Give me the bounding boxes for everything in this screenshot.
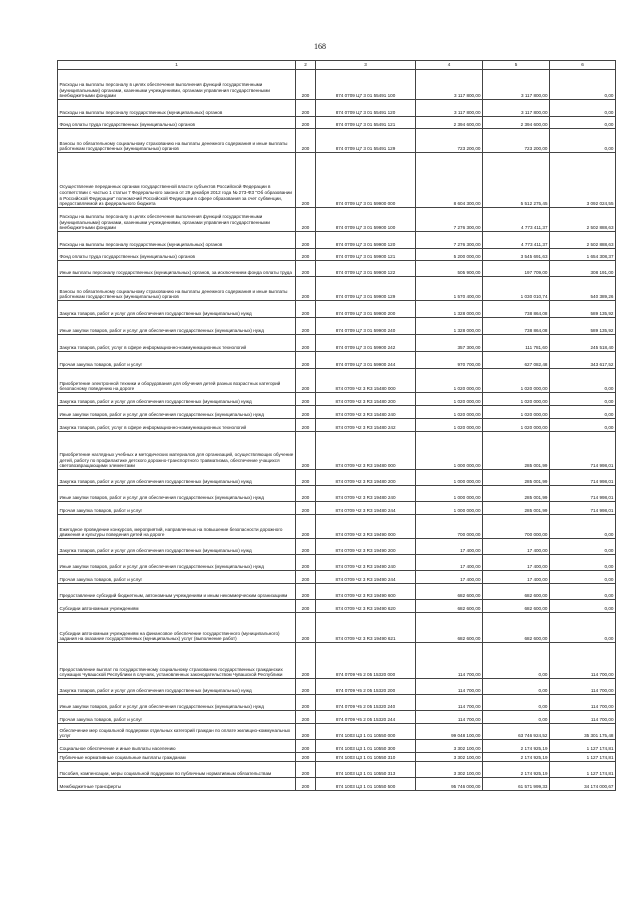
item-name: Закупка товаров, работ и услуг для обеспечения государственных (муниципальных) нужд xyxy=(58,301,296,318)
item-name: Закупка товаров, работ и услуг для обеспечения государственных (муниципальных) нужд xyxy=(58,539,296,555)
executed-amount: 2 394 600,00 xyxy=(483,117,550,129)
table-row xyxy=(58,571,616,584)
executed-amount: 682 600,00 xyxy=(483,600,550,613)
line-code: 200 xyxy=(296,100,316,117)
unexecuted-amount: 2 502 888,63 xyxy=(550,208,616,232)
line-code: 200 xyxy=(296,679,316,695)
budget-class-code: 874 0709 Ч2 3 R3 19480 000 xyxy=(316,432,416,470)
table-row xyxy=(58,539,616,555)
approved-amount: 700 000,00 xyxy=(416,515,483,539)
executed-amount: 682 600,00 xyxy=(483,613,550,643)
table-row xyxy=(58,117,616,129)
approved-amount: 3 302 100,00 xyxy=(416,762,483,778)
budget-class-code: 874 1003 Ц3 1 01 10550 000 xyxy=(316,724,416,740)
budget-class-code: 874 0709 Ц7 3 01 55491 100 xyxy=(316,70,416,100)
budget-class-code: 874 0709 Ч2 3 R3 19490 244 xyxy=(316,571,416,584)
budget-class-code: 874 0709 Ч2 3 R3 15480 000 xyxy=(316,369,416,393)
table-row xyxy=(58,419,616,432)
approved-amount: 1 020 000,00 xyxy=(416,406,483,419)
budget-class-code: 874 1003 Ц3 1 01 10550 300 xyxy=(316,740,416,753)
table-row xyxy=(58,515,616,539)
budget-class-code: 874 0709 Ц7 3 01 59900 129 xyxy=(316,277,416,301)
table-row xyxy=(58,318,616,335)
unexecuted-amount: 0,00 xyxy=(550,613,616,643)
approved-amount: 1 570 400,00 xyxy=(416,277,483,301)
budget-class-code: 874 0709 Ц7 3 01 59900 240 xyxy=(316,318,416,335)
executed-amount: 285 001,99 xyxy=(483,432,550,470)
line-code: 200 xyxy=(296,318,316,335)
line-code: 200 xyxy=(296,778,316,791)
item-name: Закупка товаров, работ и услуг для обеспечения государственных (муниципальных) нужд xyxy=(58,470,296,486)
approved-amount: 1 000 000,00 xyxy=(416,432,483,470)
item-name: Предоставление выплат по государственному социальному страхованию государственных гражданских служащих Чувашской Республики в случаях, установленных законодательством Чувашской Республики xyxy=(58,643,296,679)
unexecuted-amount: 0,00 xyxy=(550,406,616,419)
item-name: Прочая закупка товаров, работ и услуг xyxy=(58,502,296,515)
budget-class-code: 874 0709 Ц7 3 01 59900 244 xyxy=(316,352,416,369)
table-row xyxy=(58,208,616,232)
line-code: 200 xyxy=(296,261,316,277)
table-row xyxy=(58,153,616,208)
approved-amount: 970 700,00 xyxy=(416,352,483,369)
unexecuted-amount: 0,00 xyxy=(550,117,616,129)
line-code: 200 xyxy=(296,643,316,679)
unexecuted-amount: 114 700,00 xyxy=(550,695,616,711)
item-name: Прочая закупка товаров, работ и услуг xyxy=(58,571,296,584)
line-code: 200 xyxy=(296,369,316,393)
unexecuted-amount: 0,00 xyxy=(550,515,616,539)
column-header: 6 xyxy=(550,61,616,70)
unexecuted-amount: 0,00 xyxy=(550,70,616,100)
executed-amount: 3 117 800,00 xyxy=(483,100,550,117)
unexecuted-amount: 0,00 xyxy=(550,555,616,571)
executed-amount: 738 864,08 xyxy=(483,301,550,318)
item-name: Иные закупки товаров, работ и услуг для обеспечения государственных (муниципальных) нужд xyxy=(58,406,296,419)
unexecuted-amount: 589 135,92 xyxy=(550,301,616,318)
approved-amount: 114 700,00 xyxy=(416,643,483,679)
table-row xyxy=(58,261,616,277)
line-code: 200 xyxy=(296,555,316,571)
line-code: 200 xyxy=(296,393,316,406)
unexecuted-amount: 714 998,01 xyxy=(550,432,616,470)
approved-amount: 1 020 000,00 xyxy=(416,419,483,432)
line-code: 200 xyxy=(296,277,316,301)
unexecuted-amount: 714 998,01 xyxy=(550,486,616,502)
approved-amount: 114 700,00 xyxy=(416,711,483,724)
unexecuted-amount: 2 502 888,63 xyxy=(550,232,616,249)
table-row xyxy=(58,555,616,571)
executed-amount: 0,00 xyxy=(483,643,550,679)
line-code: 200 xyxy=(296,584,316,600)
item-name: Иные закупки товаров, работ и услуг для обеспечения государственных (муниципальных) нужд xyxy=(58,318,296,335)
unexecuted-amount: 114 700,00 xyxy=(550,643,616,679)
approved-amount: 1 328 000,00 xyxy=(416,318,483,335)
approved-amount: 114 700,00 xyxy=(416,679,483,695)
item-name: Прочая закупка товаров, работ и услуг xyxy=(58,352,296,369)
budget-class-code: 874 0709 Ч2 3 R3 19480 240 xyxy=(316,486,416,502)
item-name: Обеспечение мер социальной поддержки отдельных категорий граждан по оплате жилищно-коммунальных услуг xyxy=(58,724,296,740)
item-name: Пособия, компенсации, меры социальной поддержки по публичным нормативным обязательствам xyxy=(58,762,296,778)
budget-class-code: 874 0709 Ц7 3 01 59900 120 xyxy=(316,232,416,249)
approved-amount: 3 117 800,00 xyxy=(416,70,483,100)
budget-class-code: 874 0709 Ч2 3 R3 15480 242 xyxy=(316,419,416,432)
table-row xyxy=(58,232,616,249)
table-row xyxy=(58,70,616,100)
budget-class-code: 874 0709 Ч2 3 R3 15480 200 xyxy=(316,393,416,406)
executed-amount: 3 117 800,00 xyxy=(483,70,550,100)
table-row xyxy=(58,679,616,695)
item-name: Фонд оплаты труда государственных (муниципальных) органов xyxy=(58,117,296,129)
line-code: 200 xyxy=(296,153,316,208)
item-name: Иные закупки товаров, работ и услуг для обеспечения государственных (муниципальных) нужд xyxy=(58,555,296,571)
line-code: 200 xyxy=(296,470,316,486)
table-row xyxy=(58,335,616,352)
line-code: 200 xyxy=(296,301,316,318)
item-name: Расходы на выплаты персоналу в целях обеспечения выполнения функций государственными (муниципальными) органами, казенными учреждениями, органами управления государственными внебюджетными фондами xyxy=(58,208,296,232)
approved-amount: 1 020 000,00 xyxy=(416,369,483,393)
line-code: 200 xyxy=(296,711,316,724)
budget-class-code: 874 0709 Ч5 2 05 15320 240 xyxy=(316,695,416,711)
executed-amount: 285 001,99 xyxy=(483,470,550,486)
executed-amount: 17 400,00 xyxy=(483,539,550,555)
budget-class-code: 874 0709 Ч2 3 R3 19480 244 xyxy=(316,502,416,515)
executed-amount: 285 001,99 xyxy=(483,486,550,502)
executed-amount: 4 773 411,37 xyxy=(483,208,550,232)
item-name: Закупка товаров, работ, услуг в сфере информационно-коммуникационных технологий xyxy=(58,419,296,432)
item-name: Закупка товаров, работ, услуг в сфере информационно-коммуникационных технологий xyxy=(58,335,296,352)
budget-class-code: 874 0709 Ч2 3 R3 19490 621 xyxy=(316,613,416,643)
executed-amount: 3 545 691,63 xyxy=(483,249,550,261)
executed-amount: 1 020 000,00 xyxy=(483,419,550,432)
table-row xyxy=(58,711,616,724)
approved-amount: 1 000 000,00 xyxy=(416,470,483,486)
approved-amount: 17 400,00 xyxy=(416,555,483,571)
line-code: 200 xyxy=(296,753,316,762)
item-name: Закупка товаров, работ и услуг для обеспечения государственных (муниципальных) нужд xyxy=(58,679,296,695)
table-row xyxy=(58,369,616,393)
budget-class-code: 874 0709 Ч2 3 R3 19490 620 xyxy=(316,600,416,613)
executed-amount: 0,00 xyxy=(483,679,550,695)
line-code: 200 xyxy=(296,600,316,613)
unexecuted-amount: 0,00 xyxy=(550,129,616,153)
unexecuted-amount: 0,00 xyxy=(550,100,616,117)
line-code: 200 xyxy=(296,406,316,419)
item-name: Приобретение наглядных учебных и методических материалов для организаций, осуществляющих обучение детей, работу по профилактике детского дорожно-транспортного травматизма, обеспечение учащихся световозвращающими элементами xyxy=(58,432,296,470)
executed-amount: 0,00 xyxy=(483,695,550,711)
budget-class-code: 874 0709 Ч2 3 R3 19480 200 xyxy=(316,470,416,486)
approved-amount: 114 700,00 xyxy=(416,695,483,711)
unexecuted-amount: 114 700,00 xyxy=(550,711,616,724)
budget-class-code: 874 1003 Ц3 1 01 10550 500 xyxy=(316,778,416,791)
table-row xyxy=(58,432,616,470)
item-name: Фонд оплаты труда государственных (муниципальных) органов xyxy=(58,249,296,261)
unexecuted-amount: 0,00 xyxy=(550,571,616,584)
budget-class-code: 874 1003 Ц3 1 01 10550 313 xyxy=(316,762,416,778)
unexecuted-amount: 589 135,92 xyxy=(550,318,616,335)
item-name: Расходы на выплаты персоналу государственных (муниципальных) органов xyxy=(58,232,296,249)
budget-class-code: 874 0709 Ч2 3 R3 19490 240 xyxy=(316,555,416,571)
unexecuted-amount: 0,00 xyxy=(550,419,616,432)
budget-class-code: 874 0709 Ц7 3 01 59900 200 xyxy=(316,301,416,318)
approved-amount: 723 200,00 xyxy=(416,129,483,153)
unexecuted-amount: 540 389,26 xyxy=(550,277,616,301)
table-row xyxy=(58,100,616,117)
approved-amount: 5 200 000,00 xyxy=(416,249,483,261)
approved-amount: 3 302 100,00 xyxy=(416,740,483,753)
table-row xyxy=(58,613,616,643)
unexecuted-amount: 0,00 xyxy=(550,369,616,393)
line-code: 200 xyxy=(296,419,316,432)
executed-amount: 61 571 999,33 xyxy=(483,778,550,791)
item-name: Осуществление переданных органам государственной власти субъектов Российской Федерации в соответствии с частью 1 статьи 7 Федерального закона от 29 декабря 2012 года № 273-ФЗ "Об образовании в Российской Федерации" полномочий Российской Федерации в сфере образования за счет субвенции, предоставляемой из федерального бюджета xyxy=(58,153,296,208)
executed-amount: 2 174 925,19 xyxy=(483,740,550,753)
item-name: Публичные нормативные социальные выплаты гражданам xyxy=(58,753,296,762)
executed-amount: 17 400,00 xyxy=(483,571,550,584)
table-row xyxy=(58,352,616,369)
line-code: 200 xyxy=(296,432,316,470)
table-row xyxy=(58,740,616,753)
unexecuted-amount: 0,00 xyxy=(550,600,616,613)
table-row xyxy=(58,695,616,711)
line-code: 200 xyxy=(296,249,316,261)
approved-amount: 357 300,00 xyxy=(416,335,483,352)
item-name: Расходы на выплаты персоналу государственных (муниципальных) органов xyxy=(58,100,296,117)
executed-amount: 285 001,99 xyxy=(483,502,550,515)
approved-amount: 3 302 100,00 xyxy=(416,753,483,762)
unexecuted-amount: 1 127 174,81 xyxy=(550,753,616,762)
column-header: 5 xyxy=(483,61,550,70)
item-name: Иные выплаты персоналу государственных (муниципальных) органов, за исключением фонда оплаты труда xyxy=(58,261,296,277)
executed-amount: 682 600,00 xyxy=(483,584,550,600)
budget-class-code: 874 0709 Ц7 3 01 55491 120 xyxy=(316,100,416,117)
executed-amount: 5 512 275,45 xyxy=(483,153,550,208)
column-header: 3 xyxy=(316,61,416,70)
approved-amount: 7 276 300,00 xyxy=(416,208,483,232)
unexecuted-amount: 1 127 174,81 xyxy=(550,762,616,778)
budget-class-code: 874 0709 Ч2 3 R3 15480 240 xyxy=(316,406,416,419)
budget-class-code: 874 0709 Ц7 3 01 59900 242 xyxy=(316,335,416,352)
table-row xyxy=(58,502,616,515)
table-row xyxy=(58,724,616,740)
line-code: 200 xyxy=(296,515,316,539)
table-row xyxy=(58,643,616,679)
approved-amount: 682 600,00 xyxy=(416,584,483,600)
approved-amount: 2 394 600,00 xyxy=(416,117,483,129)
column-header: 1 xyxy=(58,61,296,70)
line-code: 200 xyxy=(296,502,316,515)
unexecuted-amount: 0,00 xyxy=(550,584,616,600)
line-code: 200 xyxy=(296,539,316,555)
approved-amount: 1 328 000,00 xyxy=(416,301,483,318)
budget-class-code: 874 0709 Ч2 3 R3 19490 000 xyxy=(316,515,416,539)
budget-class-code: 874 0709 Ц7 3 01 55491 129 xyxy=(316,129,416,153)
budget-class-code: 874 0709 Ц7 3 01 59900 122 xyxy=(316,261,416,277)
item-name: Расходы на выплаты персоналу в целях обеспечения выполнения функций государственными (муниципальными) органами, казенными учреждениями, органами управления государственными внебюджетными фондами xyxy=(58,70,296,100)
executed-amount: 197 709,00 xyxy=(483,261,550,277)
budget-class-code: 874 0709 Ч5 2 05 15320 000 xyxy=(316,643,416,679)
unexecuted-amount: 34 174 000,67 xyxy=(550,778,616,791)
executed-amount: 0,00 xyxy=(483,711,550,724)
executed-amount: 1 030 010,74 xyxy=(483,277,550,301)
line-code: 200 xyxy=(296,740,316,753)
table-row xyxy=(58,406,616,419)
executed-amount: 723 200,00 xyxy=(483,129,550,153)
executed-amount: 700 000,00 xyxy=(483,515,550,539)
item-name: Закупка товаров, работ и услуг для обеспечения государственных (муниципальных) нужд xyxy=(58,393,296,406)
table-row xyxy=(58,600,616,613)
budget-class-code: 874 0709 Ч2 3 R3 19490 600 xyxy=(316,584,416,600)
budget-class-code: 874 0709 Ц7 3 01 59900 000 xyxy=(316,153,416,208)
executed-amount: 63 746 924,52 xyxy=(483,724,550,740)
approved-amount: 505 900,00 xyxy=(416,261,483,277)
unexecuted-amount: 714 998,01 xyxy=(550,470,616,486)
unexecuted-amount: 343 617,52 xyxy=(550,352,616,369)
line-code: 200 xyxy=(296,724,316,740)
line-code: 200 xyxy=(296,70,316,100)
table-row xyxy=(58,277,616,301)
item-name: Предоставление субсидий бюджетным, автономным учреждениям и иным некоммерческим организациям xyxy=(58,584,296,600)
executed-amount: 17 400,00 xyxy=(483,555,550,571)
line-code: 200 xyxy=(296,208,316,232)
table-row xyxy=(58,129,616,153)
table-row xyxy=(58,762,616,778)
budget-class-code: 874 0709 Ц7 3 01 59900 121 xyxy=(316,249,416,261)
table-body xyxy=(58,70,616,791)
line-code: 200 xyxy=(296,486,316,502)
budget-class-code: 874 1003 Ц3 1 01 10550 310 xyxy=(316,753,416,762)
item-name: Межбюджетные трансферты xyxy=(58,778,296,791)
item-name: Иные закупки товаров, работ и услуг для обеспечения государственных (муниципальных) нужд xyxy=(58,486,296,502)
executed-amount: 2 174 925,19 xyxy=(483,753,550,762)
executed-amount: 4 773 411,37 xyxy=(483,232,550,249)
item-name: Приобретение электронной техники и оборудования для обучения детей разных возрастных категорий безопасному поведению на дороге xyxy=(58,369,296,393)
executed-amount: 738 864,08 xyxy=(483,318,550,335)
item-name: Прочая закупка товаров, работ и услуг xyxy=(58,711,296,724)
line-code: 200 xyxy=(296,117,316,129)
unexecuted-amount: 0,00 xyxy=(550,539,616,555)
approved-amount: 1 020 000,00 xyxy=(416,393,483,406)
approved-amount: 17 400,00 xyxy=(416,571,483,584)
column-header: 4 xyxy=(416,61,483,70)
approved-amount: 1 000 000,00 xyxy=(416,502,483,515)
unexecuted-amount: 114 700,00 xyxy=(550,679,616,695)
unexecuted-amount: 245 518,40 xyxy=(550,335,616,352)
table-row xyxy=(58,393,616,406)
budget-class-code: 874 0709 Ч5 2 05 15320 244 xyxy=(316,711,416,724)
unexecuted-amount: 35 301 175,48 xyxy=(550,724,616,740)
budget-execution-table xyxy=(57,60,616,791)
line-code: 200 xyxy=(296,695,316,711)
unexecuted-amount: 3 092 024,55 xyxy=(550,153,616,208)
line-code: 200 xyxy=(296,352,316,369)
item-name: Взносы по обязательному социальному страхованию на выплаты денежного содержания и иные выплаты работникам государственных (муниципальных) органов xyxy=(58,277,296,301)
approved-amount: 682 600,00 xyxy=(416,600,483,613)
line-code: 200 xyxy=(296,571,316,584)
table-header-row xyxy=(58,61,616,70)
item-name: Субсидии автономным учреждениям xyxy=(58,600,296,613)
unexecuted-amount: 1 127 174,81 xyxy=(550,740,616,753)
table-row xyxy=(58,778,616,791)
table-row xyxy=(58,301,616,318)
page-number: 168 xyxy=(314,42,326,51)
column-header: 2 xyxy=(296,61,316,70)
line-code: 200 xyxy=(296,613,316,643)
approved-amount: 1 000 000,00 xyxy=(416,486,483,502)
table-row xyxy=(58,584,616,600)
item-name: Социальное обеспечение и иные выплаты населению xyxy=(58,740,296,753)
table-row xyxy=(58,249,616,261)
budget-class-code: 874 0709 Ч5 2 05 15320 200 xyxy=(316,679,416,695)
executed-amount: 1 020 000,00 xyxy=(483,393,550,406)
executed-amount: 2 174 925,19 xyxy=(483,762,550,778)
executed-amount: 1 020 000,00 xyxy=(483,369,550,393)
item-name: Иные закупки товаров, работ и услуг для обеспечения государственных (муниципальных) нужд xyxy=(58,695,296,711)
approved-amount: 3 117 800,00 xyxy=(416,100,483,117)
table-row xyxy=(58,753,616,762)
budget-class-code: 874 0709 Ц7 3 01 59900 100 xyxy=(316,208,416,232)
item-name: Ежегодное проведение конкурсов, мероприятий, направленных на повышение безопасности дорожного движения и культуры поведения детей на дороге xyxy=(58,515,296,539)
unexecuted-amount: 308 191,00 xyxy=(550,261,616,277)
line-code: 200 xyxy=(296,762,316,778)
unexecuted-amount: 714 998,01 xyxy=(550,502,616,515)
executed-amount: 1 020 000,00 xyxy=(483,406,550,419)
unexecuted-amount: 0,00 xyxy=(550,393,616,406)
budget-class-code: 874 0709 Ц7 3 01 55491 121 xyxy=(316,117,416,129)
table-row xyxy=(58,486,616,502)
approved-amount: 95 746 000,00 xyxy=(416,778,483,791)
line-code: 200 xyxy=(296,335,316,352)
executed-amount: 111 781,60 xyxy=(483,335,550,352)
approved-amount: 99 048 100,00 xyxy=(416,724,483,740)
table-row xyxy=(58,470,616,486)
budget-class-code: 874 0709 Ч2 3 R3 19490 200 xyxy=(316,539,416,555)
line-code: 200 xyxy=(296,232,316,249)
item-name: Взносы по обязательному социальному страхованию на выплаты денежного содержания и иные выплаты работникам государственных (муниципальных) органов xyxy=(58,129,296,153)
item-name: Субсидии автономным учреждениям на финансовое обеспечение государственного (муниципального) задания на оказание государственных (муниципальных) услуг (выполнение работ) xyxy=(58,613,296,643)
approved-amount: 7 276 300,00 xyxy=(416,232,483,249)
executed-amount: 627 082,48 xyxy=(483,352,550,369)
approved-amount: 682 600,00 xyxy=(416,613,483,643)
approved-amount: 8 604 300,00 xyxy=(416,153,483,208)
approved-amount: 17 400,00 xyxy=(416,539,483,555)
unexecuted-amount: 1 654 308,37 xyxy=(550,249,616,261)
line-code: 200 xyxy=(296,129,316,153)
